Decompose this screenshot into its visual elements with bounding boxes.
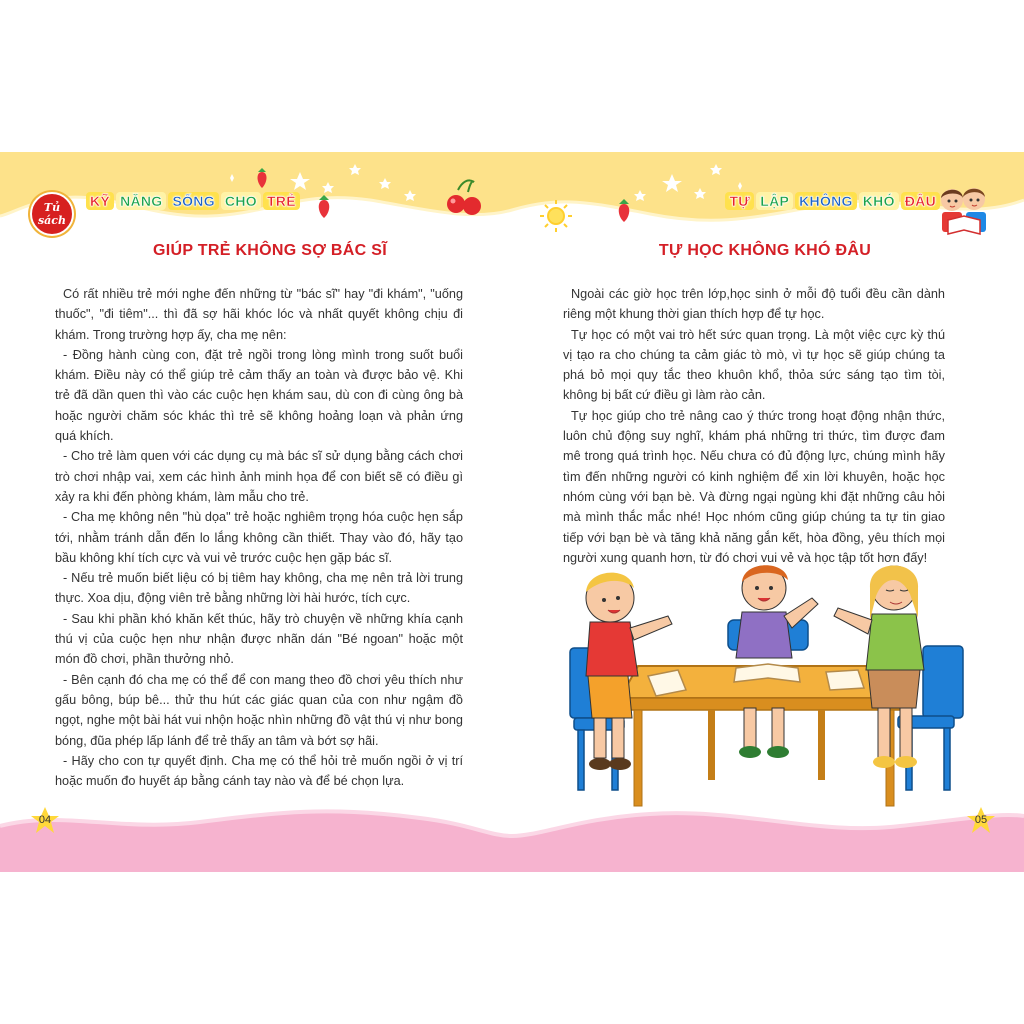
page-number-left (30, 806, 60, 834)
page-number-label: 05 (974, 814, 988, 826)
left-page-body (55, 284, 463, 791)
series-badge (30, 192, 74, 236)
paragraph: - Bên cạnh đó cha mẹ có thể để con mang theo đồ chơi yêu thích như gấu bông, búp bê... thử thu hút các giác quan của con như ngậm đồ ngọt, nghe một bài hát vui nhộn hoặc nhìn những đồ vật thú vị như bong bóng, đũa phép lấp lánh để trẻ thấy an tâm và bớt sợ hãi. (55, 672, 463, 748)
series-word: TỰ (725, 192, 754, 210)
paragraph: - Sau khi phần khó khăn kết thúc, hãy trò chuyện về những khía cạnh thú vị của cuộc hẹn như nhận được nhãn dán "Bé ngoan" hoặc một món đồ chơi, phần thưởng nhỏ. (55, 611, 463, 667)
paragraph: - Hãy cho con tự quyết định. Cha mẹ có thể hỏi trẻ muốn ngồi ở vị trí hoặc muốn đo huyết áp bằng cánh tay nào và để bé chọn lựa. (55, 753, 463, 789)
kids-reading-icon (934, 182, 994, 237)
series-word: CHO (221, 192, 261, 210)
series-word: LẬP (756, 192, 793, 210)
series-title-right (725, 192, 940, 210)
paragraph: Tự học giúp cho trẻ nâng cao ý thức trong hoạt động nhận thức, luôn chủ động suy nghĩ, khám phá những tri thức, tìm được đam mê trong quá trình học. Nếu chưa có đủ động lực, chúng mình hãy tìm đến những người có kinh nghiệm để xin lời khuyên, hoặc học nhóm cùng với bạn bè. Và đừng ngại ngùng khi đặt những câu hỏi mà mình thắc mắc nhé! Học nhóm cũng giúp chúng ta tự tin giao tiếp với bạn bè và tăng khả năng gắn kết, hòa đồng, yêu thích mọi người xung quanh hơn, từ đó chơi vui vẻ và học tập tốt hơn đấy! (563, 408, 945, 565)
page-number-label: 04 (38, 814, 52, 826)
series-word: KỸ (86, 192, 114, 210)
right-page-title: TỰ HỌC KHÔNG KHÓ ĐÂU (658, 242, 872, 259)
paragraph: Ngoài các giờ học trên lớp,học sinh ở mỗi độ tuổi đều cần dành riêng một khung thời gian thích hợp để tự học. (563, 287, 945, 322)
badge-label: Tủ sách (37, 201, 66, 227)
bottom-wave-band (0, 782, 1024, 872)
sun-icon (540, 200, 572, 232)
series-word: NĂNG (116, 192, 166, 210)
boy-middle (736, 565, 818, 758)
paragraph: Tự học có một vai trò hết sức quan trọng. Là một việc cực kỳ thú vị tạo ra cho chúng ta cảm giác tò mò, vì tự học sẽ giúp chúng ta phá bỏ mọi quy tắc theo khuôn khổ, thỏa sức sáng tạo tìm tòi, không bị bất cứ điều gì làm rào cản. (563, 327, 945, 403)
strawberry-icon (258, 168, 630, 222)
right-page-body (563, 284, 945, 568)
series-word: SỐNG (168, 192, 218, 210)
series-word: ĐÂU (901, 192, 940, 210)
left-page-title: GIÚP TRẺ KHÔNG SỢ BÁC SĨ (153, 242, 387, 259)
kids-studying-illustration (568, 558, 968, 812)
paragraph: - Cha mẹ không nên "hù dọa" trẻ hoặc nghiêm trọng hóa cuộc hẹn sắp tới, nhằm tránh dẫn đến lo lắng không cần thiết. Thay vào đó, hãy tạo bầu không khí tích cực và vui vẻ trước cuộc hẹn gặp bác sĩ. (55, 510, 463, 565)
series-title-left (86, 192, 300, 210)
cherry-icon (447, 180, 481, 215)
page-number-right (966, 806, 996, 834)
series-word: TRẺ (263, 192, 300, 210)
series-word: KHÓ (859, 192, 899, 210)
series-word: KHÔNG (795, 192, 857, 210)
paragraph: - Nếu trẻ muốn biết liệu có bị tiêm hay không, cha mẹ nên trả lời trung thực. Xoa dịu, động viên trẻ bằng những lời hài hước, tích cực. (55, 571, 463, 606)
paragraph: - Đồng hành cùng con, đặt trẻ ngồi trong lòng mình trong suốt buổi khám. Điều này có thể giúp trẻ cảm thấy an toàn và được bảo vệ. Khi trẻ đã dần quen thì vào các cuộc hẹn khám sau, dù con đi cùng ông bà hoặc người chăm sóc khác thì trẻ sẽ không hoảng loạn và phản ứng quá khích. (55, 347, 463, 444)
book-spread (0, 152, 1024, 872)
paragraph: Có rất nhiều trẻ mới nghe đến những từ "bác sĩ" hay "đi khám", "uống thuốc", "đi tiêm"... thì đã sợ hãi khóc lóc và nhất quyết không chịu đi khám. Trong trường hợp ấy, cha mẹ nên: (55, 287, 463, 342)
paragraph: - Cho trẻ làm quen với các dụng cụ mà bác sĩ sử dụng bằng cách chơi trò chơi nhập vai, xem các hình ảnh minh họa để con biết sẽ có điều gì xảy ra khi đến phòng khám, làm mẫu cho trẻ. (55, 449, 463, 504)
